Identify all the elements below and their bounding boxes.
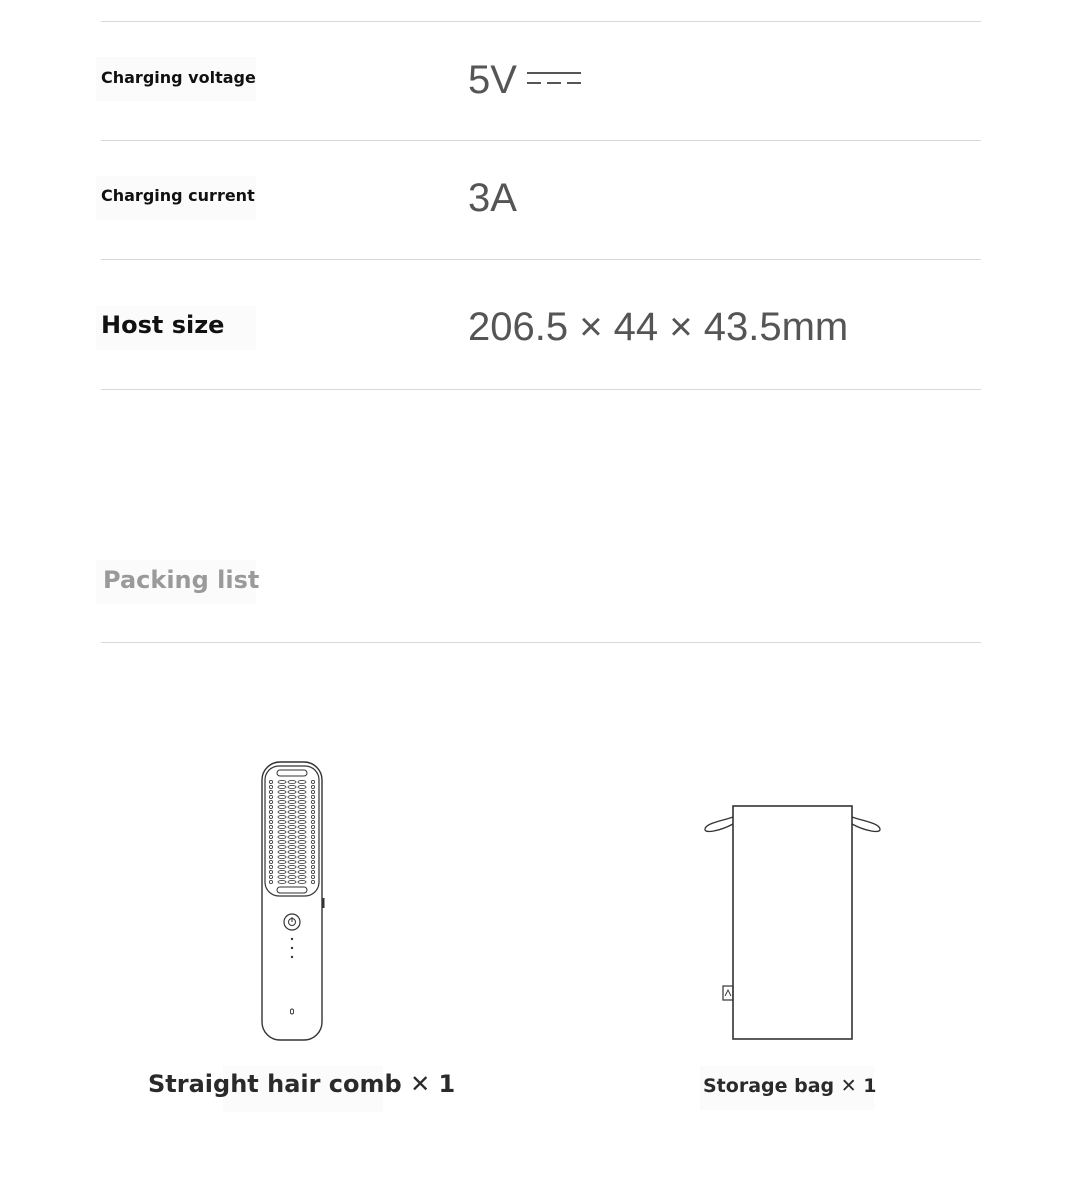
- bristle: [269, 795, 272, 798]
- item-qty: ✕ 1: [410, 1070, 456, 1098]
- bristle: [288, 805, 296, 808]
- bristle: [269, 840, 272, 843]
- bristle: [278, 865, 286, 868]
- storage-bag-illustration: [700, 800, 885, 1045]
- bristle: [298, 875, 306, 878]
- bristle: [269, 790, 272, 793]
- bristle: [311, 830, 314, 833]
- bristle: [311, 875, 314, 878]
- bristle: [278, 800, 286, 803]
- bristle: [269, 780, 272, 783]
- bristle: [269, 810, 272, 813]
- bristle: [269, 835, 272, 838]
- bristle: [288, 850, 296, 853]
- bristle: [269, 850, 272, 853]
- bristle: [288, 830, 296, 833]
- bristle: [269, 870, 272, 873]
- row-divider: [101, 389, 981, 390]
- bristle: [278, 870, 286, 873]
- bristle: [298, 835, 306, 838]
- bristle: [311, 860, 314, 863]
- bristle: [288, 810, 296, 813]
- packing-item-comb: [148, 1070, 455, 1098]
- bristle: [298, 870, 306, 873]
- bristle: [311, 780, 314, 783]
- bristle: [269, 865, 272, 868]
- bristle: [311, 855, 314, 858]
- bristle: [311, 835, 314, 838]
- packing-item-bag: [703, 1075, 877, 1097]
- bristle: [311, 850, 314, 853]
- bristle: [269, 880, 272, 883]
- bristle: [288, 840, 296, 843]
- bristle: [269, 820, 272, 823]
- bristle: [298, 800, 306, 803]
- bristle: [288, 795, 296, 798]
- spec-label-size: Host size: [101, 311, 225, 339]
- bristle: [278, 880, 286, 883]
- bristle: [298, 865, 306, 868]
- bristle: [298, 880, 306, 883]
- bristle: [311, 795, 314, 798]
- bristle: [311, 815, 314, 818]
- row-divider: [101, 259, 981, 260]
- bristle: [288, 860, 296, 863]
- bristle: [278, 850, 286, 853]
- bristle: [298, 815, 306, 818]
- bristle: [311, 880, 314, 883]
- bristle: [278, 805, 286, 808]
- bristle: [278, 875, 286, 878]
- bristle: [311, 845, 314, 848]
- bristle: [288, 800, 296, 803]
- bristle: [278, 810, 286, 813]
- voltage-text: 5V: [468, 58, 517, 102]
- bristle: [311, 790, 314, 793]
- bristle: [298, 785, 306, 788]
- bristle: [278, 835, 286, 838]
- section-title: Packing list: [103, 566, 260, 594]
- bristle: [288, 825, 296, 828]
- bristle: [288, 780, 296, 783]
- bristle: [311, 840, 314, 843]
- bristle: [298, 825, 306, 828]
- section-divider: [101, 642, 981, 643]
- bristle: [288, 790, 296, 793]
- top-divider: [101, 21, 981, 22]
- bristle: [288, 880, 296, 883]
- bristle: [298, 860, 306, 863]
- bristle: [278, 795, 286, 798]
- hair-comb-illustration: [256, 758, 328, 1044]
- row-divider: [101, 140, 981, 141]
- bristle: [311, 800, 314, 803]
- spec-value-size: 206.5 × 44 × 43.5mm: [468, 305, 849, 349]
- bristle: [298, 850, 306, 853]
- bristle: [278, 860, 286, 863]
- bristle: [278, 825, 286, 828]
- spec-label-voltage: Charging voltage: [101, 68, 256, 87]
- bristle: [311, 865, 314, 868]
- bristle: [298, 780, 306, 783]
- dc-symbol-icon: [527, 71, 581, 85]
- bristle: [298, 795, 306, 798]
- item-name: Straight hair comb: [148, 1070, 402, 1098]
- bristle: [288, 865, 296, 868]
- bristle: [288, 785, 296, 788]
- bristle: [311, 825, 314, 828]
- spec-value-current: 3A: [468, 176, 517, 220]
- bristle: [278, 845, 286, 848]
- bristle: [298, 830, 306, 833]
- bristle: [298, 790, 306, 793]
- bristle: [278, 815, 286, 818]
- bristle: [269, 855, 272, 858]
- bristle: [298, 855, 306, 858]
- bristle: [278, 830, 286, 833]
- item-qty: ✕ 1: [840, 1075, 877, 1097]
- bristle: [311, 870, 314, 873]
- bristle: [311, 820, 314, 823]
- item-name: Storage bag: [703, 1075, 835, 1097]
- bristle: [288, 820, 296, 823]
- bristle: [269, 860, 272, 863]
- bristle: [288, 875, 296, 878]
- bristle: [269, 825, 272, 828]
- bristle: [278, 785, 286, 788]
- bristle: [269, 830, 272, 833]
- bristle: [288, 870, 296, 873]
- bristle: [269, 785, 272, 788]
- bristle: [278, 855, 286, 858]
- bristle: [269, 805, 272, 808]
- bristle: [288, 835, 296, 838]
- bristle: [278, 790, 286, 793]
- bristle: [298, 810, 306, 813]
- bristle: [288, 845, 296, 848]
- bristle: [298, 820, 306, 823]
- bristle: [311, 785, 314, 788]
- bristle: [278, 820, 286, 823]
- bristle: [269, 875, 272, 878]
- bristle: [269, 845, 272, 848]
- bristle: [288, 855, 296, 858]
- spec-label-current: Charging current: [101, 186, 255, 205]
- bristle: [311, 810, 314, 813]
- bristle: [311, 805, 314, 808]
- bristle: [298, 845, 306, 848]
- bristle: [278, 840, 286, 843]
- bristle: [278, 780, 286, 783]
- spec-value-voltage: [468, 58, 581, 103]
- bristle: [269, 815, 272, 818]
- bristle: [288, 815, 296, 818]
- bristle: [269, 800, 272, 803]
- bristle: [298, 805, 306, 808]
- bristle: [298, 840, 306, 843]
